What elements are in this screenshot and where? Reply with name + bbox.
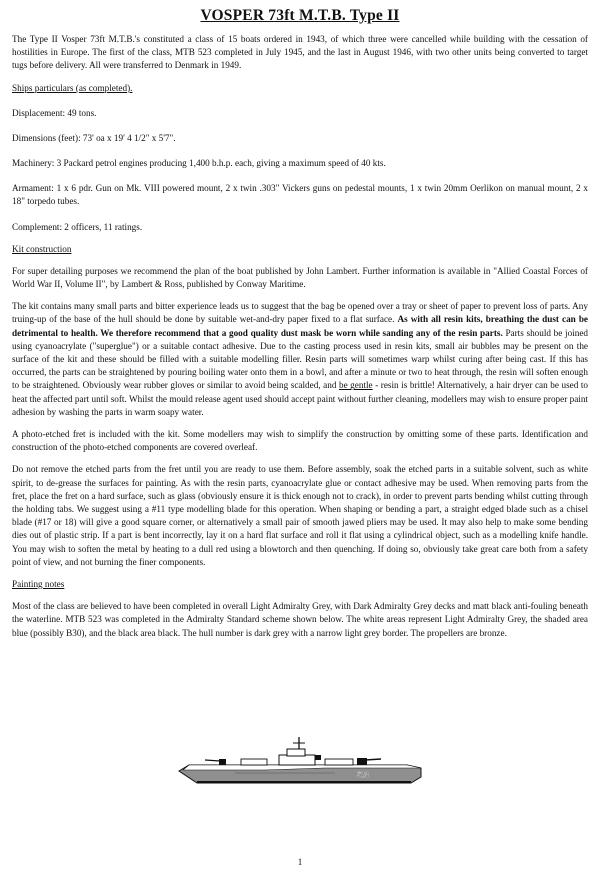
intro-paragraph: The Type II Vosper 73ft M.T.B.'s constituted a class of 15 boats ordered in 1943, of which three were cancelled while building with the cessation of hostilities in Europe. The first of the class, MTB 523 completed in July 1945, and the last in August 1946, with two other units being converted to target tugs before delivery. All were transferred to Denmark in 1949. bbox=[12, 34, 588, 71]
kit-p2-text-e: - resin is brittle! Alternatively, a hair dryer can be used to heat the affected part until soft. Whilst the mould release agent used should accept paint without further cleaning, modellers may wish to ensure proper paint adhesion by washing the parts in warm soapy water. bbox=[12, 380, 589, 417]
kit-paragraph-2 bbox=[12, 300, 588, 419]
kit-paragraph-1: For super detailing purposes we recommend the plan of the boat published by John Lambert. Further information is available in "Allied Coastal Forces of World War II, Volume II", by Lambert & Ross, published by Conway Maritime. bbox=[12, 265, 588, 290]
painting-notes-heading: Painting notes bbox=[12, 579, 65, 590]
document-page bbox=[12, 0, 588, 640]
displacement-line: Displacement: 49 tons. bbox=[12, 107, 97, 118]
dust-warning: As with all resin kits, breathing the dust can be detrimental to health. We therefore recommend that a good quality dust mask be worn while sanding any of the resin parts. bbox=[12, 314, 589, 338]
kit-paragraph-3: A photo-etched fret is included with the kit. Some modellers may wish to simplify the construction by omitting some of these parts. Identification and construction of the photo-etched components are covered overleaf. bbox=[12, 429, 588, 453]
painting-paragraph: Most of the class are believed to have been completed in overall Light Admiralty Grey, with Dark Admiralty Grey decks and matt black anti-fouling beneath the waterline. MTB 523 was completed in the Admiralty Standard scheme shown below. The white areas represent Light Admiralty Grey, the shaded area blue (possibly B30), and the black area black. The hull number is dark grey with a narrow light grey border. The propellers are bronze. bbox=[12, 601, 588, 638]
kit-construction-heading: Kit construction bbox=[12, 243, 72, 254]
page-title: VOSPER 73ft M.T.B. Type II bbox=[200, 7, 400, 24]
complement-line: Complement: 2 officers, 11 ratings. bbox=[12, 221, 143, 232]
machinery-line: Machinery: 3 Packard petrol engines producing 1,400 b.h.p. each, giving a maximum speed of 40 kts. bbox=[12, 158, 386, 169]
kit-p2-text-c: Parts should be joined using cyanoacrylate ("superglue") or a suitable contact adhesive. Due to the casting process used in resin kits, small air bubbles may be present on the surface of the kit and these should be filled with a suitable modelling filler. Resin parts will sometimes warp whilst curing after being cast. If this has occurred, the parts can be straightened by pouring boiling water onto them in a bowl, and after a minute or two to heat through, the resin will soften enough to be straightened. Obviously wear rubber gloves or similar to avoid being scalded, and bbox=[12, 327, 589, 391]
ship-profile-illustration bbox=[175, 735, 425, 790]
ships-particulars-heading: Ships particulars (as completed). bbox=[12, 82, 133, 93]
be-gentle-text: be gentle bbox=[338, 380, 373, 391]
hull-number: 523 bbox=[357, 772, 369, 779]
dimensions-line: Dimensions (feet): 73' oa x 19' 4 1/2" x 5'7". bbox=[12, 132, 176, 143]
kit-paragraph-4: Do not remove the etched parts from the fret until you are ready to use them. Before assembly, soak the etched parts in a suitable solvent, such as white spirit, to de-grease the surfaces for painting. As with the resin parts, cyanoacrylate glue or contact adhesive may be used. When removing parts from the fret, place the fret on a hard surface, such as glass (obviously ensure it is thick enough not to crack), in order to prevent parts bending whilst cutting through the holding tabs. We suggest using a #11 type modelling blade for this operation. When shaping or bending a part, a straight edged blade such as a chisel blade (#17 or 18) will give a good square corner, or alternatively a small pair of smooth jawed pliers may be used. It may also help to make some bending dies out of plastic strip. If a part is bent incorrectly, lay it on a hard flat surface and roll it flat using a cylindrical object, such as a modelling knife handle. You may wish to soften the metal by heating to a dull red using a blowtorch and then quenching. If doing so, obviously take great care both from a safety point of view, and not burning the finer components. bbox=[12, 464, 588, 567]
page-number: 1 bbox=[297, 857, 303, 867]
armament-line: Armament: 1 x 6 pdr. Gun on Mk. VIII powered mount, 2 x twin .303" Vickers guns on pedestal mounts, 1 x twin 20mm Oerlikon on manual mount, 2 x 18" torpedo tubes. bbox=[12, 183, 588, 207]
kit-p2-text-a: The kit contains many small parts and bitter experience leads us to suggest that the bag be opened over a tray or sheet of paper to prevent loss of parts. Any truing-up of the base of the hull should be done by suitable wet-and-dry paper fixed to a flat surface. bbox=[12, 301, 588, 325]
